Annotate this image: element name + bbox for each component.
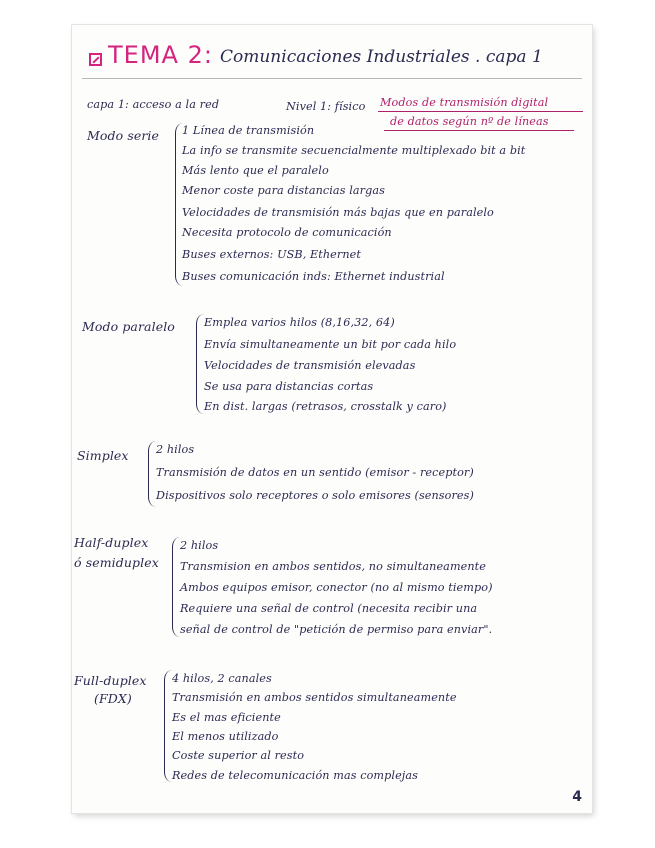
simplex-brace	[148, 441, 156, 507]
paralelo-item: Se usa para distancias cortas	[204, 380, 374, 393]
page-number: 4	[572, 789, 582, 805]
modes-note-underline1	[378, 111, 583, 112]
serie-item: Más lento que el paralelo	[182, 164, 329, 177]
fdx-label: (FDX)	[94, 691, 132, 706]
title-divider	[82, 78, 582, 79]
simplex-item: Transmisión de datos en un sentido (emisor - receptor)	[156, 466, 474, 479]
serie-item: La info se transmite secuencialmente multiplexado bit a bit	[182, 144, 526, 157]
paralelo-item: Emplea varios hilos (8,16,32, 64)	[204, 316, 395, 329]
modes-note-line2: de datos según nº de líneas	[390, 115, 549, 128]
page-subtitle: Comunicaciones Industriales . capa 1	[220, 47, 543, 67]
serie-item: Velocidades de transmisión más bajas que en paralelo	[182, 206, 494, 219]
page-title: TEMA 2:	[108, 41, 213, 69]
checkbox-icon	[89, 53, 102, 66]
simplex-item: Dispositivos solo receptores o solo emisores (sensores)	[156, 489, 474, 502]
half-duplex-brace	[172, 537, 180, 637]
paralelo-brace	[196, 314, 204, 414]
nivel-label: Nivel 1: físico	[286, 100, 366, 113]
half-duplex-label: Half-duplex	[74, 535, 149, 550]
paralelo-item: Velocidades de transmisión elevadas	[204, 359, 416, 372]
capa-label: capa 1: acceso a la red	[87, 98, 220, 111]
full-duplex-item: Coste superior al resto	[172, 749, 305, 762]
semiduplex-label: ó semiduplex	[74, 555, 159, 570]
serie-item: Buses externos: USB, Ethernet	[182, 248, 361, 261]
half-duplex-item: Transmision en ambos sentidos, no simultaneamente	[180, 560, 486, 573]
paralelo-label: Modo paralelo	[82, 319, 175, 334]
full-duplex-item: Es el mas eficiente	[172, 711, 281, 724]
full-duplex-brace	[164, 670, 172, 782]
full-duplex-item: El menos utilizado	[172, 730, 279, 743]
full-duplex-item: 4 hilos, 2 canales	[172, 672, 272, 685]
half-duplex-item: señal de control de "petición de permiso para enviar".	[180, 623, 493, 636]
notebook-page	[72, 25, 592, 813]
serie-item: Necesita protocolo de comunicación	[182, 226, 392, 239]
paralelo-item: Envía simultaneamente un bit por cada hilo	[204, 338, 457, 351]
modes-note-line1: Modos de transmisión digital	[380, 96, 549, 109]
full-duplex-item: Redes de telecomunicación mas complejas	[172, 769, 418, 782]
serie-item: Menor coste para distancias largas	[182, 184, 385, 197]
half-duplex-item: Ambos equipos emisor, conector (no al mismo tiempo)	[180, 581, 493, 594]
paralelo-item: En dist. largas (retrasos, crosstalk y caro)	[204, 400, 447, 413]
serie-item: 1 Línea de transmisión	[182, 124, 315, 137]
half-duplex-item: Requiere una señal de control (necesita recibir una	[180, 602, 478, 615]
serie-label: Modo serie	[87, 128, 160, 143]
full-duplex-item: Transmisión en ambos sentidos simultaneamente	[172, 691, 457, 704]
full-duplex-label: Full-duplex	[74, 673, 147, 688]
half-duplex-item: 2 hilos	[180, 539, 219, 552]
serie-item: Buses comunicación inds: Ethernet industrial	[182, 270, 445, 283]
simplex-label: Simplex	[77, 448, 129, 463]
simplex-item: 2 hilos	[156, 443, 195, 456]
modes-note-underline2	[384, 130, 574, 131]
